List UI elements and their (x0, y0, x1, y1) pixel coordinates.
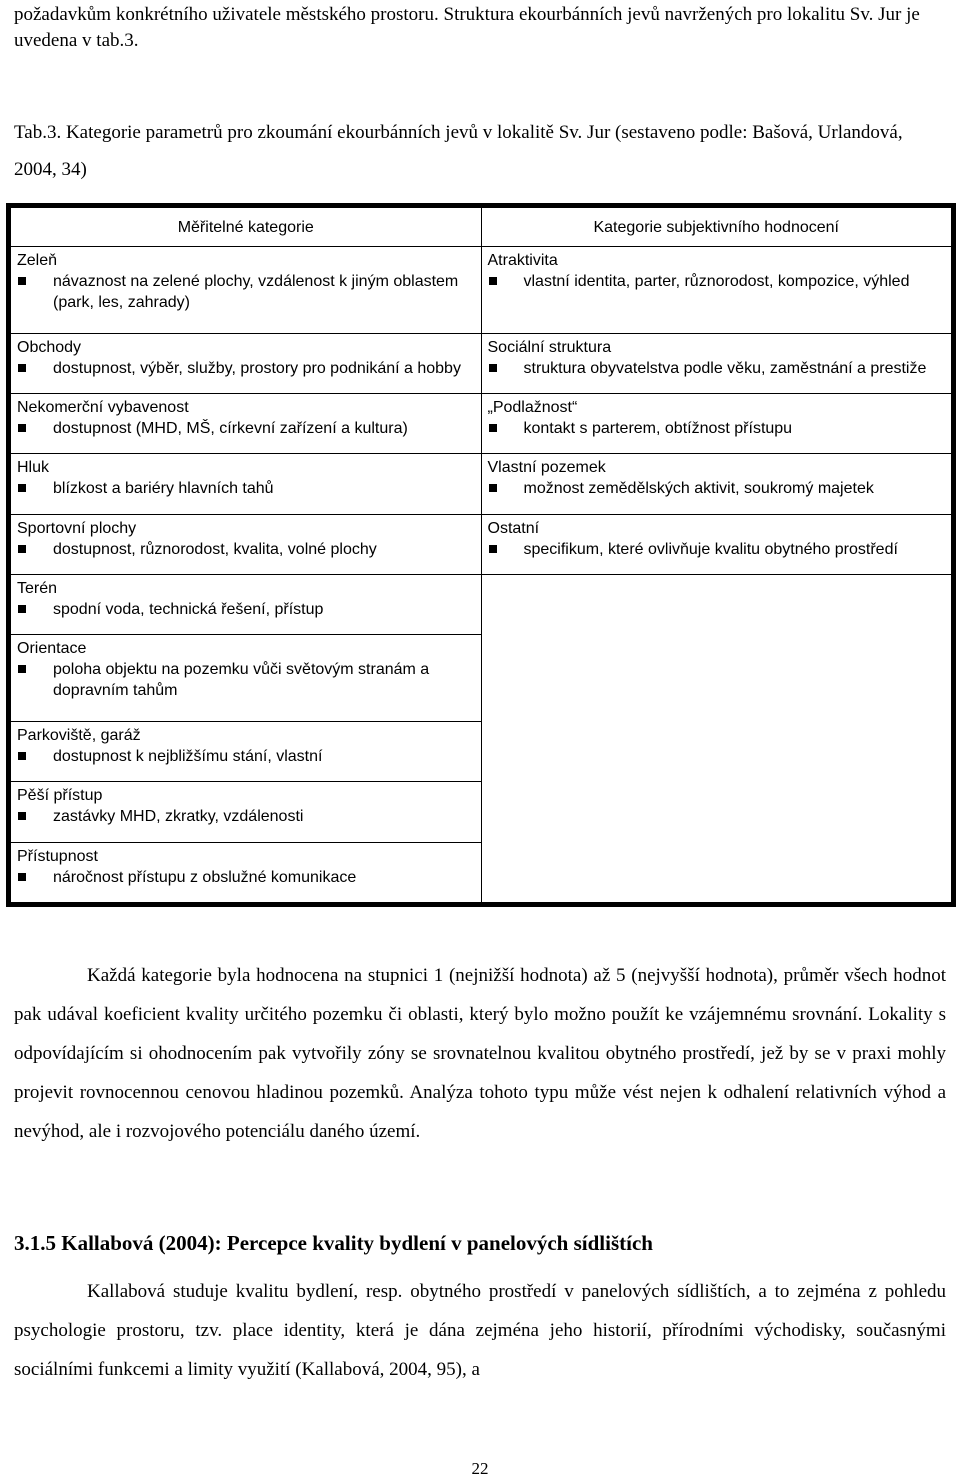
category-item: návaznost na zelené plochy, vzdálenost k jiným oblastem (park, les, zahrady) (17, 271, 475, 313)
category-table (6, 203, 956, 907)
measurable-cell (11, 454, 482, 514)
category-item: struktura obyvatelstva podle věku, zaměstnání a prestiže (488, 358, 946, 379)
category-title: Terén (17, 579, 58, 597)
category-item: vlastní identita, parter, různorodost, kompozice, výhled (488, 271, 946, 292)
body-paragraph-text: Kallabová studuje kvalitu bydlení, resp. obytného prostředí v panelových sídlištích, a to zejména z pohledu psychologie prostoru, tzv. place identity, která je dána zejména jeho historií, přírodními východisky, současnými sociálními funkcemi a limity využití (Kallabová, 2004, 95), a (14, 1281, 946, 1380)
subjective-cell (481, 247, 952, 334)
category-item: dostupnost k nejbližšímu stání, vlastní (17, 746, 475, 767)
section-heading: 3.1.5 Kallabová (2004): Percepce kvality bydlení v panelových sídlištích (14, 1231, 653, 1255)
category-item: dostupnost, výběr, služby, prostory pro podnikání a hobby (17, 358, 475, 379)
header-measurable: Měřitelné kategorie (11, 208, 482, 247)
category-item: kontakt s parterem, obtížnost přístupu (488, 418, 946, 439)
category-title: Vlastní pozemek (487, 459, 606, 477)
table-row (11, 454, 952, 514)
measurable-cell (11, 394, 482, 454)
table-row (11, 514, 952, 574)
subjective-cell (481, 333, 952, 393)
measurable-cell (11, 635, 482, 722)
measurable-cell (11, 842, 482, 902)
category-item: specifikum, které ovlivňuje kvalitu obytného prostředí (488, 539, 946, 560)
category-item: blízkost a bariéry hlavních tahů (17, 478, 475, 499)
category-item: dostupnost (MHD, MŠ, církevní zařízení a kultura) (17, 418, 475, 439)
category-title: Sociální struktura (487, 338, 612, 356)
body-paragraph-text: Každá kategorie byla hodnocena na stupnici 1 (nejnižší hodnota) až 5 (nejvyšší hodnota), průměr všech hodnot pak udával koeficient kvality určitého pozemku či oblasti, který bylo možno použít ke vzájemnému srovnání. Lokality s odpovídajícím si ohodnocením pak vytvořily zóny se srovnatelnou kvalitou obytného prostředí, jež by se v praxi mohly projevit rovnocennou cenovou hladinou pozemků. Analýza tohoto typu může vést nejen k odhalení relativních výhod a nevýhod, ale i rozvojového potenciálu daného území. (14, 965, 946, 1142)
category-item: možnost zemědělských aktivit, soukromý majetek (488, 478, 946, 499)
intro-paragraph: požadavkům konkrétního uživatele městského prostoru. Struktura ekourbánních jevů navržených pro lokalitu Sv. Jur je uvedena v tab.3. (14, 4, 920, 51)
table-row (11, 247, 952, 334)
category-title: Přístupnost (17, 847, 98, 865)
body-paragraph (14, 1272, 946, 1389)
category-title: Zeleň (17, 252, 58, 269)
category-title: Ostatní (487, 519, 540, 537)
subjective-cell (481, 514, 952, 574)
measurable-cell (11, 247, 482, 334)
subjective-empty-cell (481, 574, 952, 902)
category-title: Orientace (17, 640, 87, 658)
category-item: dostupnost, různorodost, kvalita, volné plochy (17, 539, 475, 560)
table-row (11, 574, 952, 634)
category-title: Sportovní plochy (17, 519, 137, 537)
category-item: spodní voda, technická řešení, přístup (17, 599, 475, 620)
subjective-cell (481, 454, 952, 514)
measurable-cell (11, 514, 482, 574)
category-item: poloha objektu na pozemku vůči světovým stranám a dopravním tahům (17, 659, 475, 701)
header-subjective: Kategorie subjektivního hodnocení (481, 208, 952, 247)
measurable-cell (11, 333, 482, 393)
category-title: Nekomerční vybavenost (17, 399, 189, 417)
category-title: Obchody (17, 338, 82, 356)
category-title: Pěší přístup (17, 787, 103, 805)
table-caption: Tab.3. Kategorie parametrů pro zkoumání ekourbánních jevů v lokalitě Sv. Jur (sestaveno podle: Bašová, Urlandová, 2004, 34) (14, 122, 903, 180)
page-number: 22 (471, 1459, 489, 1478)
category-title: Hluk (17, 459, 50, 477)
measurable-cell (11, 574, 482, 634)
category-title: Parkoviště, garáž (17, 726, 141, 744)
category-item: zastávky MHD, zkratky, vzdálenosti (17, 806, 475, 827)
body-paragraph (14, 956, 946, 1151)
category-item: náročnost přístupu z obslužné komunikace (17, 867, 475, 888)
subjective-cell (481, 394, 952, 454)
category-title: Atraktivita (487, 252, 558, 269)
table-row (11, 333, 952, 393)
measurable-cell (11, 782, 482, 842)
measurable-cell (11, 721, 482, 781)
category-title: „Podlažnost“ (487, 399, 578, 417)
table-row (11, 394, 952, 454)
